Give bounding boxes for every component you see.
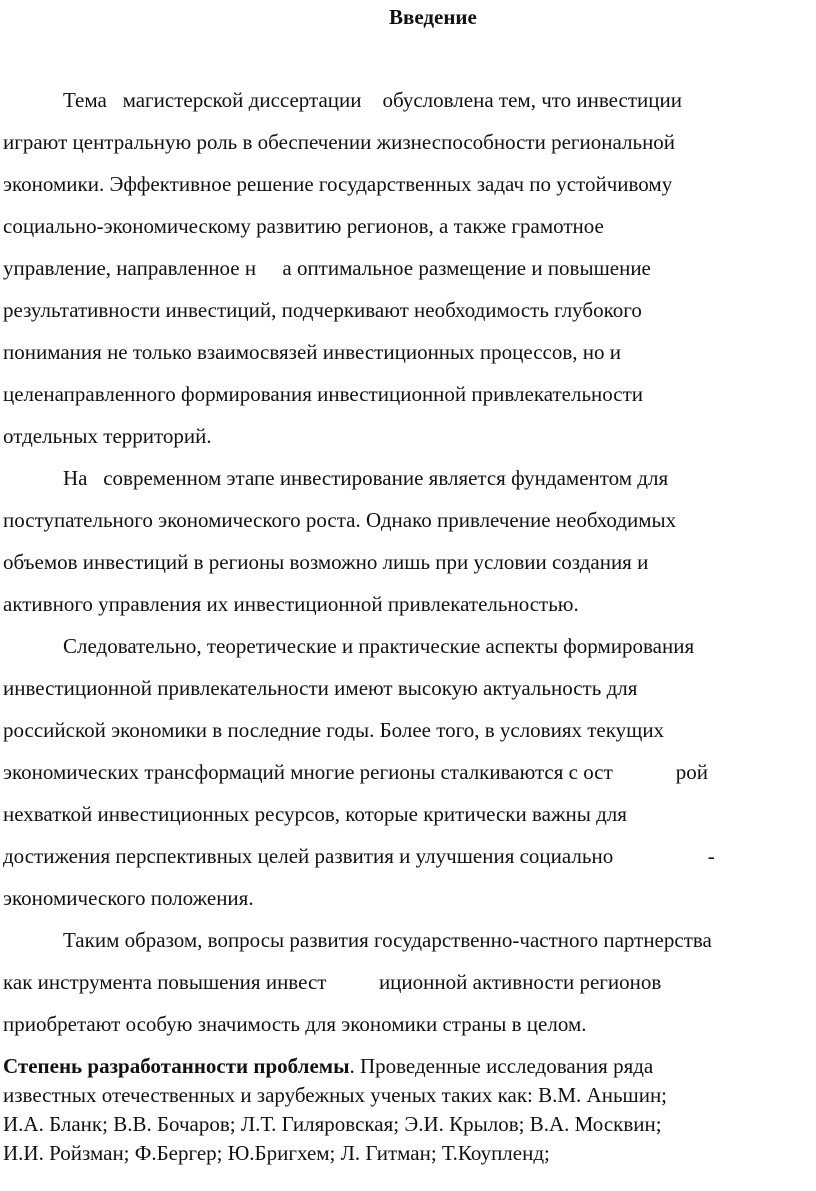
section-title: Введение xyxy=(389,5,477,29)
paragraph-line: И.И. Ройзман; Ф.Бергер; Ю.Бригхем; Л. Гитман; Т.Коупленд; xyxy=(3,1141,550,1165)
paragraph-line: достижения перспективных целей развития и улучшения социально - xyxy=(3,844,715,868)
paragraph-line: как инструмента повышения инвест иционной активности регионов xyxy=(3,970,662,994)
paragraph-line: управление, направленное н а оптимальное размещение и повышение xyxy=(3,256,651,280)
paragraph-line: российской экономики в последние годы. Более того, в условиях текущих xyxy=(3,718,665,742)
paragraph-line: социально-экономическому развитию регионов, а также грамотное xyxy=(3,214,604,238)
paragraph-line: Следовательно, теоретические и практические аспекты формирования xyxy=(63,634,695,658)
paragraph-line: активного управления их инвестиционной привлекательностью. xyxy=(3,592,579,616)
paragraph-line: нехваткой инвестиционных ресурсов, которые критически важны для xyxy=(3,802,627,826)
degree-first-line xyxy=(3,1053,653,1079)
paragraph-line: понимания не только взаимосвязей инвестиционных процессов, но и xyxy=(3,340,622,364)
paragraph-line: На современном этапе инвестирование является фундаментом для xyxy=(63,466,669,490)
paragraph-line: приобретают особую значимость для экономики страны в целом. xyxy=(3,1012,587,1036)
degree-heading: Степень разработанности проблемы xyxy=(3,1054,350,1078)
paragraph-line: экономики. Эффективное решение государственных задач по устойчивому xyxy=(3,172,673,196)
paragraph-line: отдельных территорий. xyxy=(3,424,212,448)
paragraph-line: играют центральную роль в обеспечении жизнеспособности региональной xyxy=(3,130,676,154)
degree-first-line-text: . Проведенные исследования ряда xyxy=(349,1054,654,1078)
paragraph-line: экономического положения. xyxy=(3,886,254,910)
paragraph-line: Таким образом, вопросы развития государственно-частного партнерства xyxy=(63,928,712,952)
paragraph-line: экономических трансформаций многие регионы сталкиваются с ост рой xyxy=(3,760,708,784)
paragraph-line: И.А. Бланк; В.В. Бочаров; Л.Т. Гиляровская; Э.И. Крылов; В.А. Москвин; xyxy=(3,1112,662,1136)
paragraph-line: инвестиционной привлекательности имеют высокую актуальность для xyxy=(3,676,638,700)
paragraph-line: известных отечественных и зарубежных ученых таких как: В.М. Аньшин; xyxy=(3,1083,668,1107)
paragraph-line: результативности инвестиций, подчеркивают необходимость глубокого xyxy=(3,298,642,322)
paragraph-line: целенаправленного формирования инвестиционной привлекательности xyxy=(3,382,644,406)
paragraph-line: объемов инвестиций в регионы возможно лишь при условии создания и xyxy=(3,550,649,574)
paragraph-line: поступательного экономического роста. Однако привлечение необходимых xyxy=(3,508,677,532)
paragraph-line: Тема магистерской диссертации обусловлена тем, что инвестиции xyxy=(63,88,682,112)
